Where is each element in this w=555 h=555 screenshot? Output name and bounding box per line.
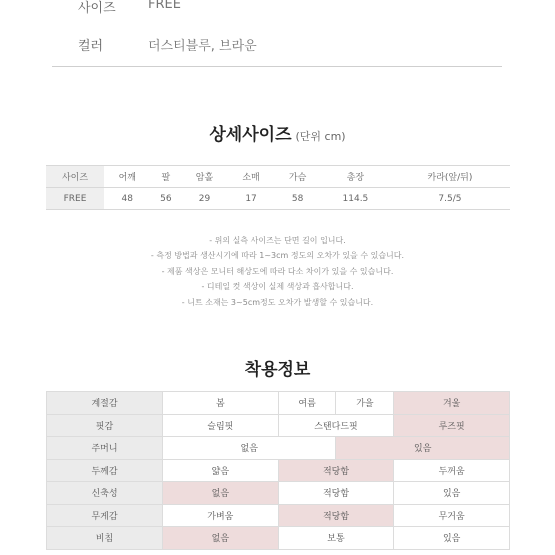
wear-option-selected: 있음 bbox=[336, 437, 510, 460]
wear-label: 무게감 bbox=[47, 504, 163, 527]
wear-option: 적당함 bbox=[278, 482, 394, 505]
wear-row-season bbox=[47, 392, 510, 415]
size-header-cell: 카라(앞/뒤) bbox=[390, 166, 510, 188]
wear-option-selected: 루즈핏 bbox=[394, 414, 510, 437]
detail-size-title-text: 상세사이즈 bbox=[209, 125, 292, 145]
info-color-row bbox=[78, 35, 257, 54]
wear-label: 핏감 bbox=[47, 414, 163, 437]
size-header-cell: 사이즈 bbox=[46, 166, 104, 188]
wear-label: 두께감 bbox=[47, 459, 163, 482]
wear-row-pocket bbox=[47, 437, 510, 460]
wear-option: 슬림핏 bbox=[163, 414, 279, 437]
info-size-label: 사이즈 bbox=[78, 1, 116, 16]
size-notes bbox=[0, 233, 555, 310]
size-cell: 29 bbox=[181, 188, 228, 210]
size-header-cell: 총장 bbox=[321, 166, 390, 188]
size-cell: 48 bbox=[104, 188, 151, 210]
wear-label: 주머니 bbox=[47, 437, 163, 460]
wear-option: 스탠다드핏 bbox=[278, 414, 394, 437]
wear-label: 신축성 bbox=[47, 482, 163, 505]
wear-option: 봄 bbox=[163, 392, 279, 415]
note-line: - 측정 방법과 생산시기에 따라 1~3cm 정도의 오차가 있을 수 있습니다. bbox=[150, 251, 405, 261]
size-table-header bbox=[46, 166, 510, 188]
info-size-value: FREE bbox=[148, 0, 181, 12]
wear-row-sheer bbox=[47, 527, 510, 550]
wear-option: 있음 bbox=[394, 527, 510, 550]
size-header-cell: 암홀 bbox=[181, 166, 228, 188]
wear-row-fit bbox=[47, 414, 510, 437]
wear-option: 무거움 bbox=[394, 504, 510, 527]
wear-option: 가벼움 bbox=[163, 504, 279, 527]
wear-option: 두꺼움 bbox=[394, 459, 510, 482]
info-divider bbox=[52, 66, 502, 67]
size-cell: 114.5 bbox=[321, 188, 390, 210]
size-cell: FREE bbox=[46, 188, 104, 210]
wear-option: 없음 bbox=[163, 437, 336, 460]
note-line: - 디테일 컷 색상이 실제 색상과 흡사합니다. bbox=[201, 282, 354, 292]
size-table-row bbox=[46, 188, 510, 210]
note-line: - 제품 색상은 모니터 해상도에 따라 다소 차이가 있을 수 있습니다. bbox=[161, 266, 394, 276]
size-cell: 17 bbox=[228, 188, 275, 210]
size-cell: 7.5/5 bbox=[390, 188, 510, 210]
info-size-row bbox=[78, 0, 181, 16]
wear-info-table bbox=[46, 391, 510, 550]
wear-option-selected: 겨울 bbox=[394, 392, 510, 415]
wear-option: 얇음 bbox=[163, 459, 279, 482]
size-header-cell: 팔 bbox=[151, 166, 182, 188]
wear-option: 보통 bbox=[278, 527, 394, 550]
size-header-cell: 소매 bbox=[228, 166, 275, 188]
note-line: - 니트 소재는 3~5cm정도 오차가 발생할 수 있습니다. bbox=[181, 297, 374, 307]
wear-option: 있음 bbox=[394, 482, 510, 505]
wear-label: 비침 bbox=[47, 527, 163, 550]
size-cell: 56 bbox=[151, 188, 182, 210]
wear-option-selected: 없음 bbox=[163, 527, 279, 550]
size-header-cell: 가슴 bbox=[274, 166, 321, 188]
wear-option-selected: 적당함 bbox=[278, 504, 394, 527]
info-color-value: 더스티블루, 브라운 bbox=[148, 39, 257, 54]
wear-option-selected: 없음 bbox=[163, 482, 279, 505]
wear-row-thickness bbox=[47, 459, 510, 482]
wear-row-weight bbox=[47, 504, 510, 527]
wear-option-selected: 적당함 bbox=[278, 459, 394, 482]
size-table bbox=[46, 165, 510, 210]
note-line: - 위의 실측 사이즈는 단면 길이 입니다. bbox=[209, 236, 346, 245]
detail-size-unit: (단위 cm) bbox=[295, 130, 346, 143]
wear-label: 계절감 bbox=[47, 392, 163, 415]
size-header-cell: 어깨 bbox=[104, 166, 151, 188]
wear-info-title: 착용정보 bbox=[244, 360, 311, 380]
detail-size-title bbox=[0, 120, 555, 145]
info-color-label: 컬러 bbox=[78, 39, 104, 54]
size-cell: 58 bbox=[274, 188, 321, 210]
wear-row-stretch bbox=[47, 482, 510, 505]
wear-option: 가을 bbox=[336, 392, 394, 415]
wear-option: 여름 bbox=[278, 392, 336, 415]
